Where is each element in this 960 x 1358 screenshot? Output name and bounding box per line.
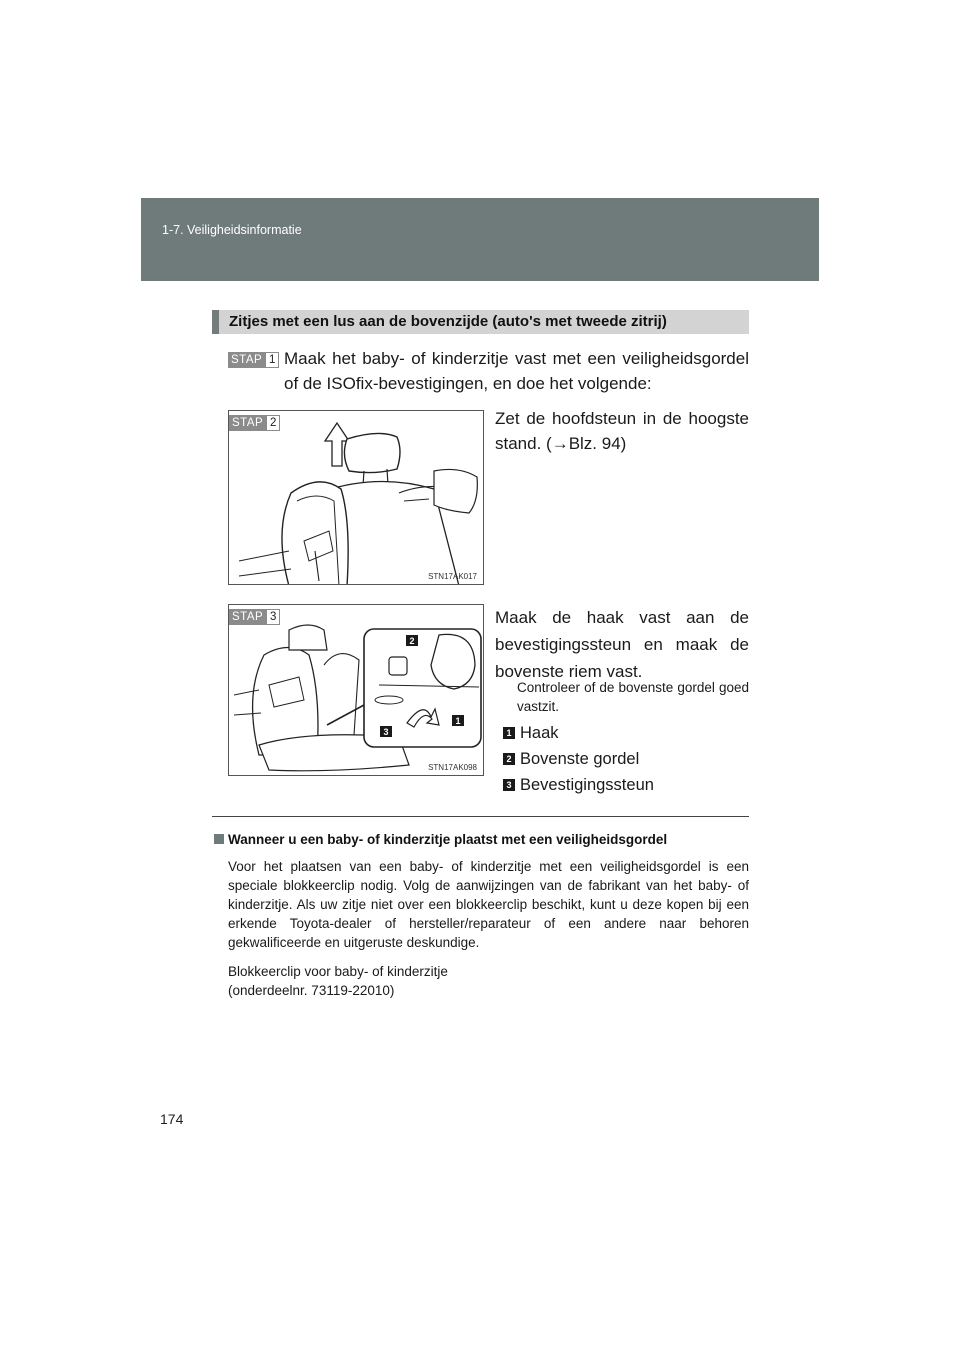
step-3-note: Controleer of de bovenste gordel goed vastzit. bbox=[517, 680, 749, 714]
legend-badge: 1 bbox=[503, 727, 515, 739]
legend-badge: 2 bbox=[503, 753, 515, 765]
callout-3-label: 3 bbox=[383, 727, 389, 737]
step-number: 2 bbox=[266, 415, 280, 431]
procedure-title: Zitjes met een lus aan de bovenzijde (auto's met tweede zitrij) bbox=[229, 313, 667, 330]
legend-item-top-strap bbox=[503, 749, 639, 769]
section-label: 1-7. Veiligheidsinformatie bbox=[162, 223, 302, 237]
step-word: STAP bbox=[229, 609, 266, 625]
page-number: 174 bbox=[160, 1111, 184, 1127]
callout-1-label: 1 bbox=[455, 716, 461, 726]
square-bullet-icon bbox=[214, 834, 224, 844]
step-3-text: Maak de haak vast aan de bevestigingssteun en maak de bovenste riem vast. bbox=[495, 608, 749, 681]
legend-label: Bovenste gordel bbox=[520, 749, 640, 768]
legend-badge: 3 bbox=[503, 779, 515, 791]
step-1-badge bbox=[228, 352, 279, 368]
legend-item-hook bbox=[503, 723, 559, 743]
tether-hook-illustration bbox=[229, 605, 484, 776]
note-title bbox=[214, 832, 667, 847]
note-title-text: Wanneer u een baby- of kinderzitje plaatst met een veiligheidsgordel bbox=[228, 832, 668, 847]
headrest-illustration bbox=[229, 411, 484, 585]
note-paragraph: Voor het plaatsen van een baby- of kinderzitje met een veiligheidsgordel is een speciale blokkeerclip nodig. Volg de aanwijzingen van de fabrikant van het baby- of kinderzitje. Als uw zitje niet over een blokkeerclip beschikt, kunt u deze kopen bij een erkende Toyota-dealer of hersteller/reparateur of een andere naar behoren gekwalificeerde en uitgeruste deskundige. bbox=[228, 859, 749, 950]
step-number: 1 bbox=[265, 352, 279, 368]
figure-code: STN17AK098 bbox=[428, 763, 477, 772]
step-2-badge bbox=[229, 415, 280, 431]
section-divider bbox=[212, 816, 749, 817]
step-number: 3 bbox=[266, 609, 280, 625]
legend-label: Bevestigingssteun bbox=[520, 775, 654, 794]
step-word: STAP bbox=[229, 415, 266, 431]
step-1-text: Maak het baby- of kinderzitje vast met een veiligheidsgordel of de ISOfix-bevestigingen, en doe het volgende: bbox=[284, 349, 749, 393]
step-2-text: Zet de hoofdsteun in de hoogste stand. (→Blz. 94) bbox=[495, 409, 749, 453]
step-word: STAP bbox=[228, 352, 265, 368]
step-3-badge bbox=[229, 609, 280, 625]
legend-label: Haak bbox=[520, 723, 559, 742]
procedure-title-bar bbox=[212, 310, 749, 334]
legend-item-anchor-bracket bbox=[503, 775, 654, 795]
figure-tether-hook bbox=[228, 604, 484, 776]
clip-line-2: (onderdeelnr. 73119-22010) bbox=[228, 983, 395, 998]
callout-2-label: 2 bbox=[409, 636, 415, 646]
figure-code: STN17AK017 bbox=[428, 572, 477, 581]
clip-line-1: Blokkeerclip voor baby- of kinderzitje bbox=[228, 964, 448, 979]
section-header bbox=[141, 198, 819, 281]
figure-headrest-raise bbox=[228, 410, 484, 585]
